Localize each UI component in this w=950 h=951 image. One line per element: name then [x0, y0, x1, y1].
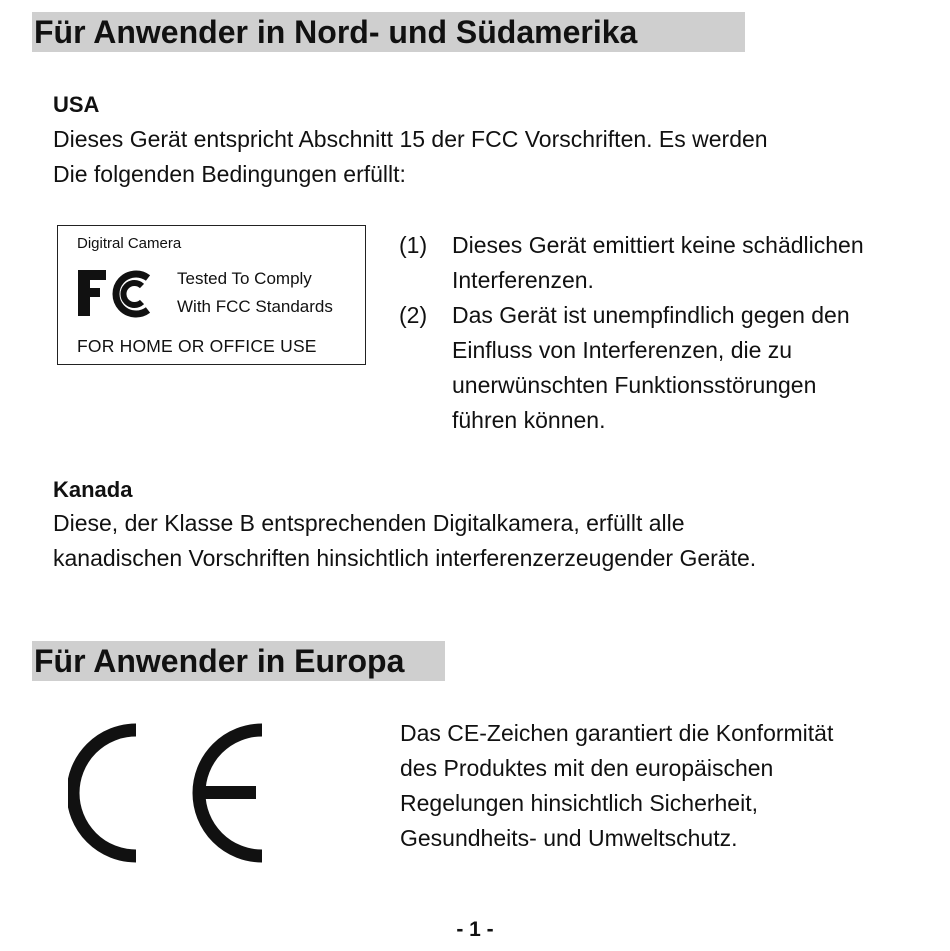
list-item [399, 298, 939, 438]
condition-line: Einfluss von Interferenzen, die zu [452, 337, 793, 363]
europe-line-4: Gesundheits- und Umweltschutz. [400, 825, 738, 851]
condition-line: Das Gerät ist unempfindlich gegen den [452, 302, 850, 328]
section-title-americas: Für Anwender in Nord- und Südamerika [32, 12, 745, 52]
condition-line: führen können. [452, 407, 606, 433]
fcc-label [57, 225, 366, 365]
fcc-label-use: FOR HOME OR OFFICE USE [77, 336, 317, 356]
canada-line-1: Diese, der Klasse B entsprechenden Digitalkamera, erfüllt alle [53, 510, 685, 536]
fcc-logo-icon [76, 264, 156, 324]
europe-line-3: Regelungen hinsichtlich Sicherheit, [400, 790, 758, 816]
europe-line-1: Das CE-Zeichen garantiert die Konformität [400, 720, 834, 746]
condition-line: unerwünschten Funktionsstörungen [452, 372, 817, 398]
condition-number: (1) [399, 232, 428, 258]
fcc-label-tested: Tested To Comply [177, 269, 312, 288]
usa-paragraph [53, 122, 933, 192]
section-title-europe: Für Anwender in Europa [32, 641, 445, 681]
canada-line-2: kanadischen Vorschriften hinsichtlich interferenzerzeugender Geräte. [53, 545, 757, 571]
canada-paragraph [53, 506, 933, 576]
fcc-label-camera: Digitral Camera [77, 235, 182, 252]
ce-mark-icon [68, 722, 268, 864]
fcc-label-standards: With FCC Standards [177, 297, 333, 316]
europe-paragraph [400, 716, 940, 856]
europe-line-2: des Produktes mit den europäischen [400, 755, 774, 781]
conditions-list [399, 228, 939, 438]
condition-number: (2) [399, 302, 428, 328]
canada-heading: Kanada [53, 477, 133, 502]
condition-line: Dieses Gerät emittiert keine schädlichen [452, 232, 864, 258]
usa-line-1: Dieses Gerät entspricht Abschnitt 15 der FCC Vorschriften. Es werden [53, 126, 768, 152]
page-number: - 1 - [456, 918, 494, 941]
condition-line: Interferenzen. [452, 267, 594, 293]
usa-line-2: Die folgenden Bedingungen erfüllt: [53, 161, 406, 187]
list-item [399, 228, 939, 298]
usa-heading: USA [53, 92, 100, 117]
